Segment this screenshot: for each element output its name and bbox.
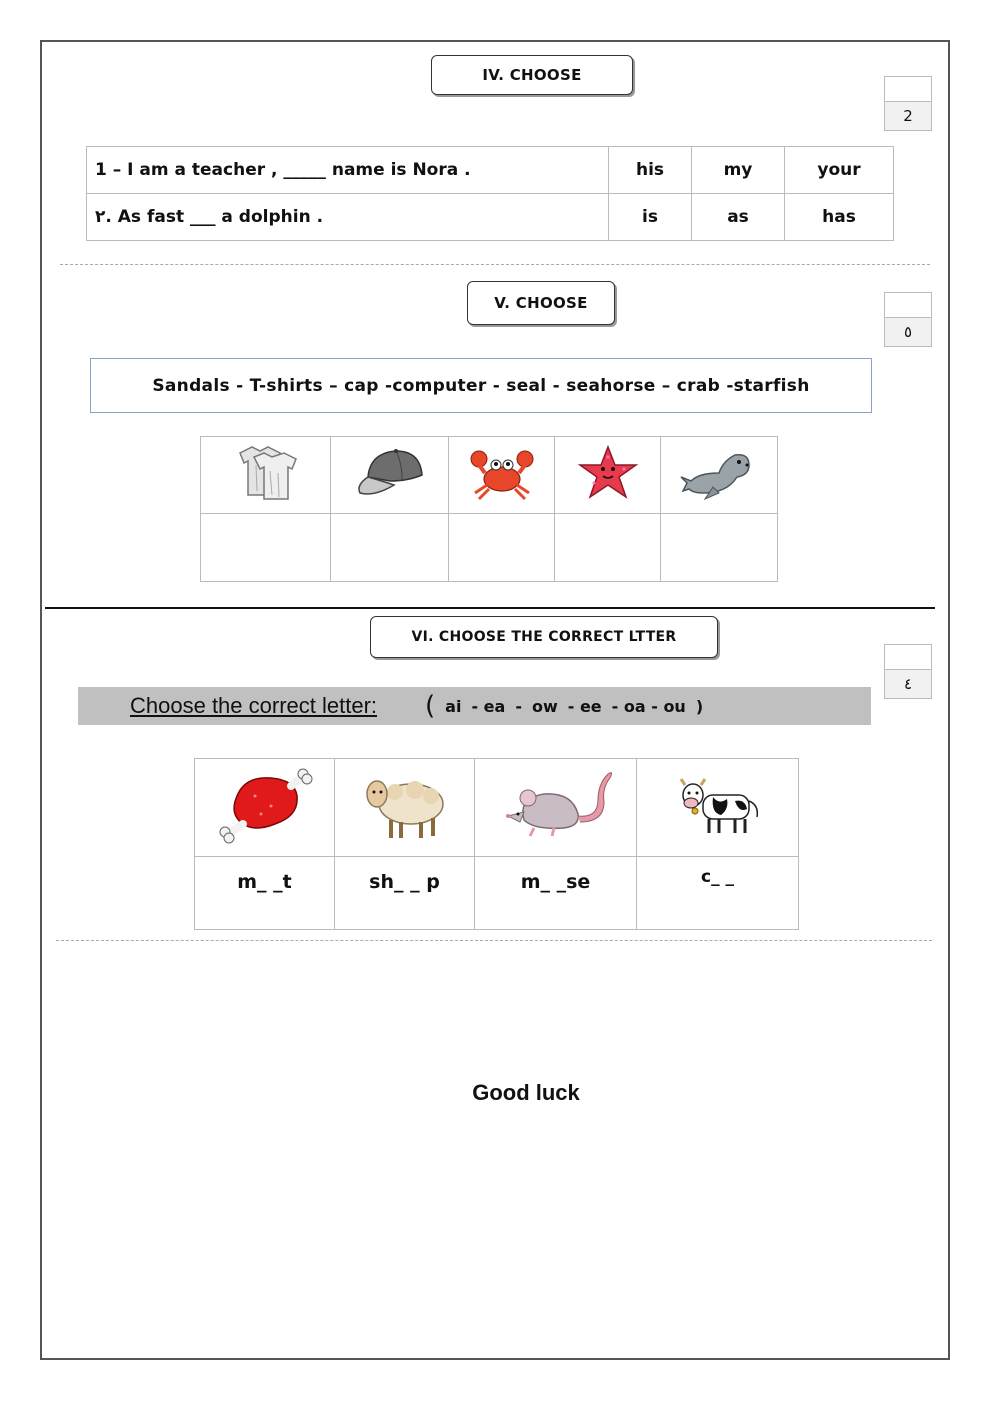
word-text: c_ _ [701,867,734,887]
option-cell[interactable]: is [609,194,692,241]
answer-cell[interactable] [661,514,778,582]
t-shirts-icon [201,437,331,514]
meat-icon [195,759,335,857]
missing-letter-word[interactable] [335,857,475,930]
word-bank-text: Sandals - T-shirts – cap -computer - seal - seahorse – crab -starfish [152,375,810,396]
table-row [201,514,778,582]
section-6-title [370,616,718,658]
table-row [201,437,778,514]
score-value: ٤ [885,670,931,698]
section-5-title [467,281,615,325]
banner-text: Choose the correct letter: [130,693,378,718]
letter-options [425,691,703,721]
letter-option: - ea [471,696,506,716]
seal-icon [661,437,778,514]
option-cell[interactable]: your [785,147,894,194]
score-blank[interactable] [885,293,931,318]
answer-cell[interactable] [555,514,661,582]
cap-icon [331,437,449,514]
choose-table [86,146,894,241]
section-6-score-box [884,644,932,699]
section-5-score-box [884,292,932,347]
option-cell[interactable]: has [785,194,894,241]
question-sentence: 1 – I am a teacher , _____ name is Nora . [87,147,609,194]
letter-option: ai [445,696,462,716]
crab-icon [449,437,555,514]
section-5-title-text: V. CHOOSE [494,294,588,312]
letter-option: - [515,696,522,716]
section-4-title-text: IV. CHOOSE [482,66,582,84]
option-cell[interactable]: my [692,147,785,194]
letter-table [194,758,799,930]
letter-option: ow [531,696,558,716]
close-paren: ) [695,696,704,716]
option-cell[interactable]: his [609,147,692,194]
score-value: ٥ [885,318,931,346]
letter-option: - oa - ou [611,696,686,716]
sheep-icon [335,759,475,857]
score-blank[interactable] [885,645,931,670]
mouse-icon [475,759,637,857]
divider [56,940,932,941]
letter-option: - ee [567,696,602,716]
score-value: 2 [885,102,931,130]
answer-cell[interactable] [449,514,555,582]
option-cell[interactable]: as [692,194,785,241]
section-4-score-box [884,76,932,131]
section-6-title-text: VI. CHOOSE THE CORRECT LTTER [411,629,677,645]
table-row [195,759,799,857]
word-text: m_ _t [237,871,292,893]
cow-icon [637,759,799,857]
divider [60,264,930,265]
table-row [87,147,894,194]
table-row [87,194,894,241]
section-4-title [431,55,633,95]
missing-letter-word[interactable] [637,857,799,930]
instruction-banner [78,687,871,725]
word-bank [90,358,872,413]
answer-cell[interactable] [201,514,331,582]
missing-letter-word[interactable] [475,857,637,930]
answer-cell[interactable] [331,514,449,582]
open-paren: ( [425,691,436,721]
score-blank[interactable] [885,77,931,102]
word-text: sh_ _ p [369,871,440,893]
question-sentence: ٢. As fast ___ a dolphin . [87,194,609,241]
table-row [195,857,799,930]
missing-letter-word[interactable] [195,857,335,930]
good-luck-text: Good luck [472,1080,580,1105]
word-text: m_ _se [520,871,591,893]
picture-table [200,436,778,582]
section-divider [45,607,935,609]
starfish-icon [555,437,661,514]
